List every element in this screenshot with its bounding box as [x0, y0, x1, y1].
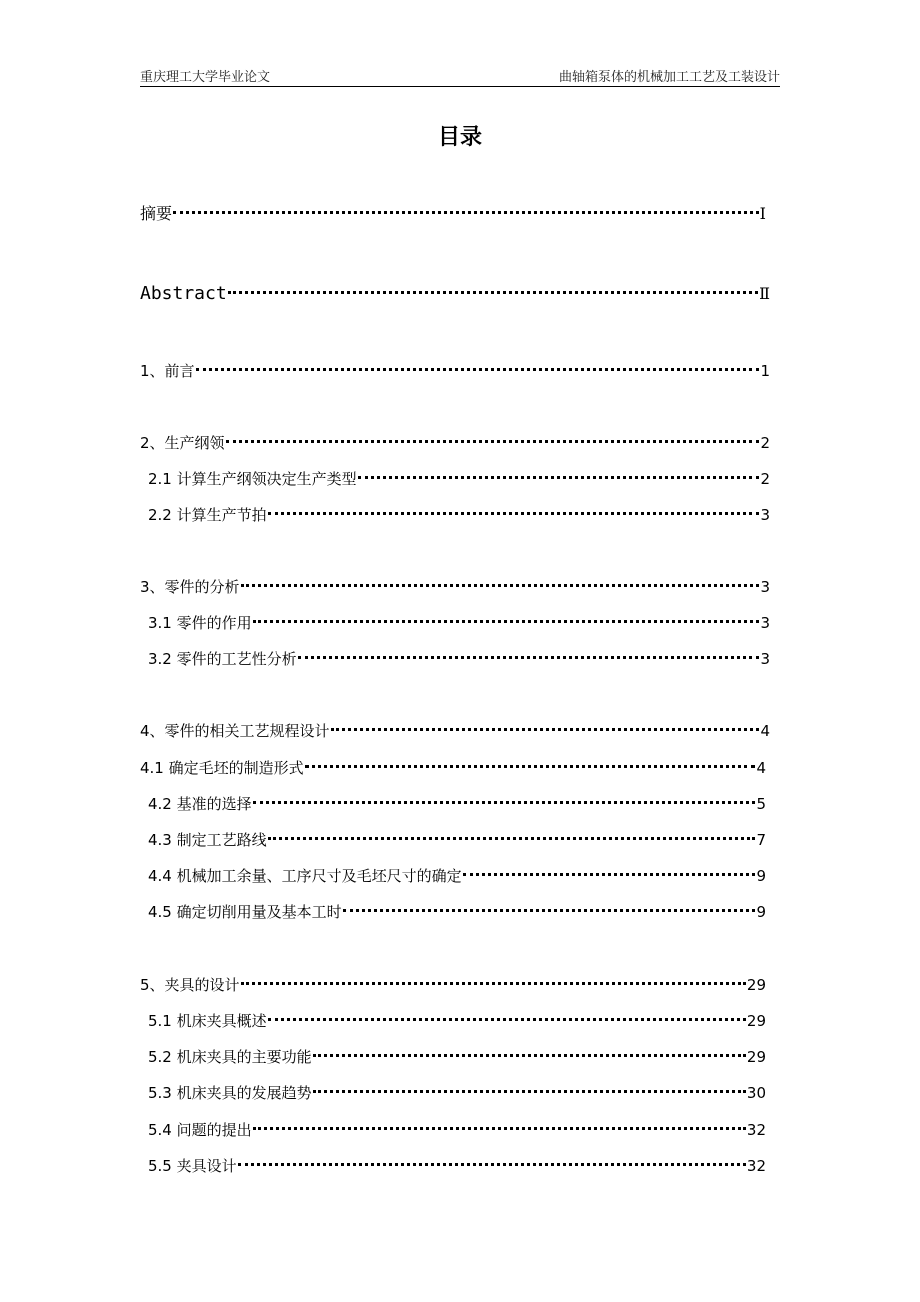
toc-label: 5.1 机床夹具概述: [148, 1012, 267, 1030]
toc-leader-dots: [253, 1127, 746, 1130]
toc-label: 5、夹具的设计: [140, 976, 240, 994]
toc-label: 3.2 零件的工艺性分析: [148, 650, 297, 668]
toc-entry-abstract-cn[interactable]: [140, 202, 766, 226]
toc-leader-dots: [238, 1163, 746, 1166]
toc-label: Abstract: [140, 283, 227, 304]
toc-page: 29: [746, 1012, 766, 1030]
toc-leader-dots: [343, 909, 756, 912]
toc-page: 7: [756, 831, 766, 849]
toc-label: 4.2 基准的选择: [148, 795, 252, 813]
toc-page: 3: [760, 506, 770, 524]
toc-leader-dots: [268, 1018, 746, 1021]
toc-label: 1、前言: [140, 362, 195, 380]
toc-leader-dots: [463, 873, 756, 876]
toc-leader-dots: [253, 620, 760, 623]
toc-page: 9: [756, 867, 766, 885]
toc-page: 9: [756, 903, 766, 921]
toc-leader-dots: [305, 765, 756, 768]
toc-label: 2.2 计算生产节拍: [148, 506, 267, 524]
toc-page: 29: [746, 1048, 766, 1066]
toc-leader-dots: [331, 728, 760, 731]
toc-entry-5[interactable]: [140, 973, 766, 997]
toc-leader-dots: [241, 982, 746, 985]
toc-entry-abstract-en[interactable]: [140, 282, 770, 306]
toc-page: Ⅱ: [759, 284, 770, 303]
toc-label: 摘要: [140, 204, 173, 223]
toc-label: 3.1 零件的作用: [148, 614, 252, 632]
toc-entry-4-4[interactable]: [148, 864, 766, 888]
toc-page: 29: [746, 976, 766, 994]
toc-page: 4: [756, 759, 766, 777]
toc-page: 3: [760, 614, 770, 632]
toc-page: 4: [760, 722, 770, 740]
toc-entry-5-4[interactable]: [148, 1118, 766, 1142]
page-header: [140, 66, 780, 87]
toc-page: 2: [760, 434, 770, 452]
toc-page: 1: [760, 362, 770, 380]
toc-entry-4-2[interactable]: [148, 792, 766, 816]
toc-label: 4.3 制定工艺路线: [148, 831, 267, 849]
toc-label: 4.1 确定毛坯的制造形式: [140, 759, 304, 777]
toc-leader-dots: [298, 656, 760, 659]
toc-leader-dots: [313, 1090, 746, 1093]
toc-entry-3[interactable]: [140, 575, 770, 599]
toc-page: 3: [760, 578, 770, 596]
header-thesis-title: 曲轴箱泵体的机械加工工艺及工装设计: [558, 70, 780, 85]
toc-leader-dots: [268, 512, 760, 515]
toc-leader-dots: [313, 1054, 746, 1057]
toc-entry-2-2[interactable]: [148, 503, 770, 527]
toc-entry-2[interactable]: [140, 431, 770, 455]
toc-entry-4-1[interactable]: [140, 756, 766, 780]
toc-label: 5.3 机床夹具的发展趋势: [148, 1084, 312, 1102]
toc-page: 32: [746, 1157, 766, 1175]
toc-label: 3、零件的分析: [140, 578, 240, 596]
toc-page: 30: [746, 1084, 766, 1102]
toc-page: 2: [760, 470, 770, 488]
toc-leader-dots: [173, 211, 759, 214]
toc-entry-3-2[interactable]: [148, 647, 770, 671]
toc-page: Ⅰ: [759, 204, 766, 223]
toc-page: 3: [760, 650, 770, 668]
toc-label: 5.4 问题的提出: [148, 1121, 252, 1139]
toc-leader-dots: [268, 837, 756, 840]
toc-leader-dots: [253, 801, 756, 804]
toc-entry-4-5[interactable]: [148, 900, 766, 924]
toc-entry-1[interactable]: [140, 359, 770, 383]
header-university: 重庆理工大学毕业论文: [140, 70, 271, 85]
toc-entry-5-1[interactable]: [148, 1009, 766, 1033]
toc-label: 2.1 计算生产纲领决定生产类型: [148, 470, 357, 488]
toc-label: 2、生产纲领: [140, 434, 225, 452]
toc-leader-dots: [228, 291, 758, 294]
toc-leader-dots: [358, 476, 760, 479]
toc-label: 4.4 机械加工余量、工序尺寸及毛坯尺寸的确定: [148, 867, 462, 885]
toc-page: 32: [746, 1121, 766, 1139]
toc-entry-5-2[interactable]: [148, 1045, 766, 1069]
page-title: 目录: [437, 125, 482, 150]
toc-entry-5-5[interactable]: [148, 1154, 766, 1178]
toc-leader-dots: [196, 368, 760, 371]
toc-entry-5-3[interactable]: [148, 1081, 766, 1105]
toc-entry-2-1[interactable]: [148, 467, 770, 491]
toc-entry-4[interactable]: [140, 719, 770, 743]
toc-label: 4.5 确定切削用量及基本工时: [148, 903, 342, 921]
toc-page: 5: [756, 795, 766, 813]
toc-entry-4-3[interactable]: [148, 828, 766, 852]
toc-leader-dots: [226, 440, 760, 443]
toc-label: 5.5 夹具设计: [148, 1157, 237, 1175]
toc-leader-dots: [241, 584, 760, 587]
toc-entry-3-1[interactable]: [148, 611, 770, 635]
toc-label: 5.2 机床夹具的主要功能: [148, 1048, 312, 1066]
toc-label: 4、零件的相关工艺规程设计: [140, 722, 330, 740]
